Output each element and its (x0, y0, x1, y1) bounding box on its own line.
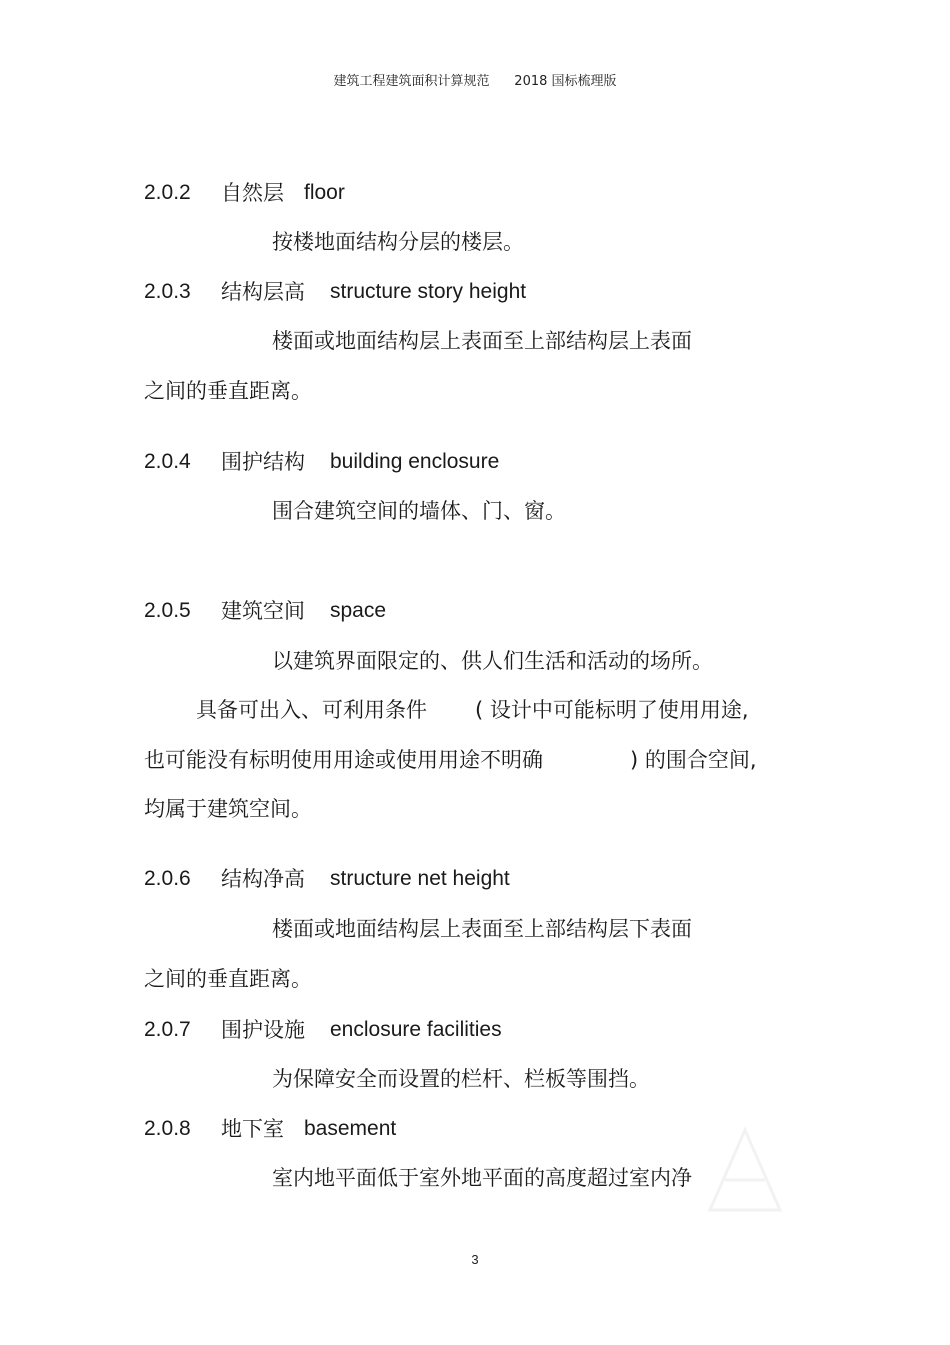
term-en: building enclosure (330, 450, 500, 473)
header-edition: 2018 国标梳理版 (514, 74, 617, 89)
clause-number: 2.0.4 (144, 450, 191, 473)
definition-line: 室内地平面低于室外地平面的高度超过室内净 (272, 1166, 692, 1190)
term-en: floor (304, 181, 345, 204)
clause-number: 2.0.5 (144, 599, 191, 622)
clause-number: 2.0.6 (144, 867, 191, 890)
term-en: structure net height (330, 867, 510, 890)
term-zh: 围护结构 (221, 450, 305, 474)
clause-number: 2.0.7 (144, 1018, 191, 1041)
definition-line: 为保障安全而设置的栏杆、栏板等围挡。 (272, 1067, 650, 1091)
term-zh: 建筑空间 (221, 599, 305, 623)
definition-line: 也可能没有标明使用用途或使用用途不明确 (144, 748, 543, 772)
page-number: 3 (471, 1252, 479, 1267)
term-zh: 自然层 (221, 181, 284, 205)
definition-line: 楼面或地面结构层上表面至上部结构层上表面 (272, 329, 692, 353)
definition-line: 之间的垂直距离。 (144, 379, 312, 403)
running-header (0, 70, 950, 89)
clause-number: 2.0.8 (144, 1117, 191, 1140)
term-en: enclosure facilities (330, 1018, 502, 1041)
header-title: 建筑工程建筑面积计算规范 (333, 74, 490, 89)
definition-line: 具备可出入、可利用条件 (196, 698, 427, 722)
definition-line: 围合建筑空间的墙体、门、窗。 (272, 499, 566, 523)
term-zh: 结构层高 (221, 280, 305, 304)
definition-line: 按楼地面结构分层的楼层。 (272, 230, 524, 254)
term-zh: 围护设施 (221, 1018, 305, 1042)
term-zh: 地下室 (221, 1117, 284, 1141)
definition-line: 楼面或地面结构层上表面至上部结构层下表面 (272, 917, 692, 941)
term-en: space (330, 599, 387, 622)
definition-line: ( 设计中可能标明了使用用途, (475, 698, 749, 722)
definition-line: 之间的垂直距离。 (144, 967, 312, 991)
term-zh: 结构净高 (221, 867, 305, 891)
term-en: structure story height (330, 280, 527, 303)
term-en: basement (304, 1117, 397, 1140)
definition-line: ) 的围合空间, (630, 748, 757, 772)
watermark-graphic (700, 1110, 790, 1230)
definition-line: 以建筑界面限定的、供人们生活和活动的场所。 (272, 649, 713, 673)
clause-number: 2.0.2 (144, 181, 191, 204)
clause-number: 2.0.3 (144, 280, 191, 303)
definition-line: 均属于建筑空间。 (144, 797, 312, 821)
